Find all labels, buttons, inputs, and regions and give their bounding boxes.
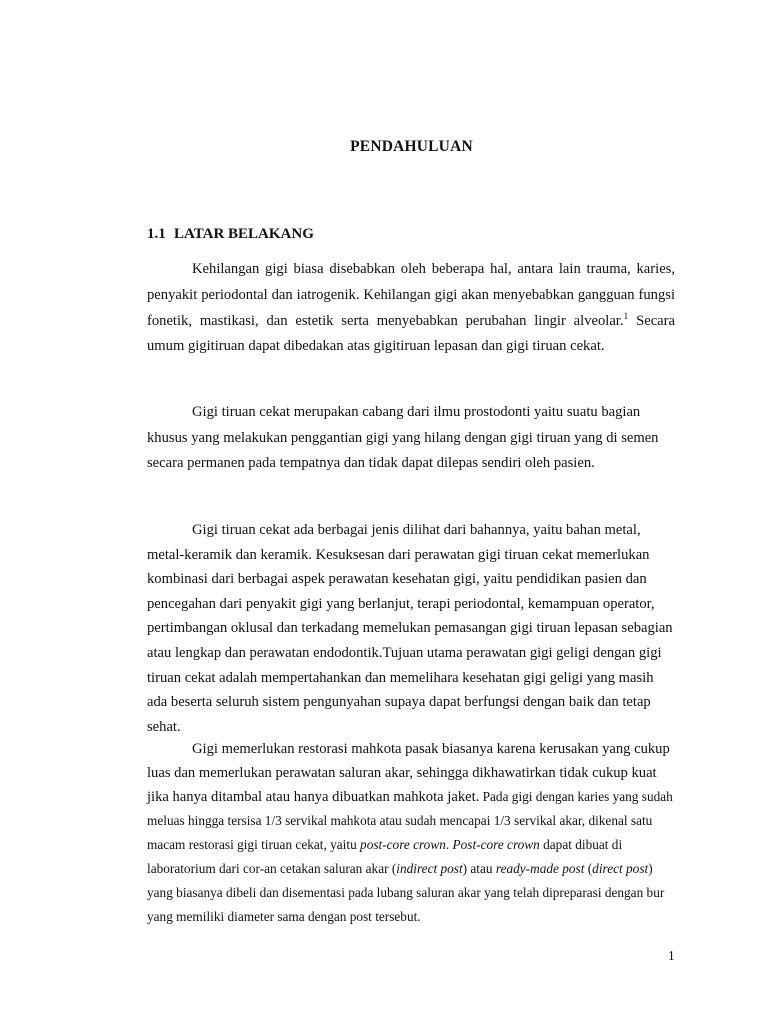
paragraph-4-text-2: Pada gigi dengan karies yang sudah meluas hingga tersisa 1/3 servikal mahkota atau sudah mencapai 1/3 servikal akar, dikenal satu macam restorasi gigi tiruan cekat, yaitu [147,789,673,852]
paragraph-4-text-5: ) atau [462,861,496,876]
page-title: PENDAHULUAN [350,138,473,155]
section-number: 1.1 [147,226,166,242]
term-direct-post: direct post [592,861,649,876]
paragraph-4-text-7: ) yang biasanya dibeli dan disementasi pada lubang saluran akar yang telah dipreparasi dengan bur yang memiliki diameter sama dengan post tersebut. [147,861,665,924]
section-title: LATAR BELAKANG [174,226,314,242]
term-indirect-post: indirect post [396,861,463,876]
section-heading [147,226,314,243]
paragraph-4-text-3: . [445,837,453,852]
citation-marker: 1 [623,311,629,322]
paragraph-4-text-6: ( [584,861,593,876]
paragraph-4-text-1: Gigi memerlukan restorasi mahkota pasak biasanya karena kerusakan yang cukup luas dan memerlukan perawatan saluran akar, sehingga dikhawatirkan tidak cukup kuat jika hanya ditambal atau hanya dibuatkan mahkota jaket. [147,741,670,805]
term-post-core-crown: post-core crown [360,837,446,852]
term-ready-made-post: ready-made post [495,861,585,876]
paragraph-2: Gigi tiruan cekat merupakan cabang dari ilmu prostodonti yaitu suatu bagian khusus yang melakukan penggantian gigi yang hilang dengan gigi tiruan yang di semen secara permanen pada tempatnya dan tidak dapat dilepas sendiri oleh pasien. [147,404,659,471]
paragraph-1-text-b: Secara umum gigitiruan dapat dibedakan atas gigitiruan lepasan dan gigi tiruan cekat. [147,312,675,355]
page-number: 1 [668,948,675,963]
paragraph-4 [147,737,675,929]
paragraph-4-text-4: dapat dibuat di laboratorium dari cor-an cetakan saluran akar ( [147,837,623,876]
paragraph-3: Gigi tiruan cekat ada berbagai jenis dilihat dari bahannya, yaitu bahan metal, metal-keramik dan keramik. Kesuksesan dari perawatan gigi tiruan cekat memerlukan kombinasi dari berbagai aspek perawatan kesehatan gigi, yaitu pendidikan pasien dan pencegahan dari penyakit gigi yang berlanjut, terapi periodontal, kemampuan operator, pertimbangan oklusal dan terkadang memelukan pemasangan gigi tiruan lepasan sebagian atau lengkap dan perawatan endodontik.Tujuan utama perawatan gigi geligi dengan gigi tiruan cekat adalah mempertahankan dan memelihara kesehatan gigi geligi yang masih ada beserta seluruh sistem pengunyahan supaya dapat berfungsi dengan baik dan tetap sehat. [147,522,673,735]
paragraph-1 [147,257,675,360]
paragraph-1-text-a: Kehilangan gigi biasa disebabkan oleh beberapa hal, antara lain trauma, karies, penyakit periodontal dan iatrogenik. Kehilangan gigi akan menyebabkan gangguan fungsi fonetik, mastikasi, dan estetik serta menyebabkan perubahan lingir alveolar. [147,261,675,329]
term-post-core-crown-2: Post-core crown [452,837,540,852]
